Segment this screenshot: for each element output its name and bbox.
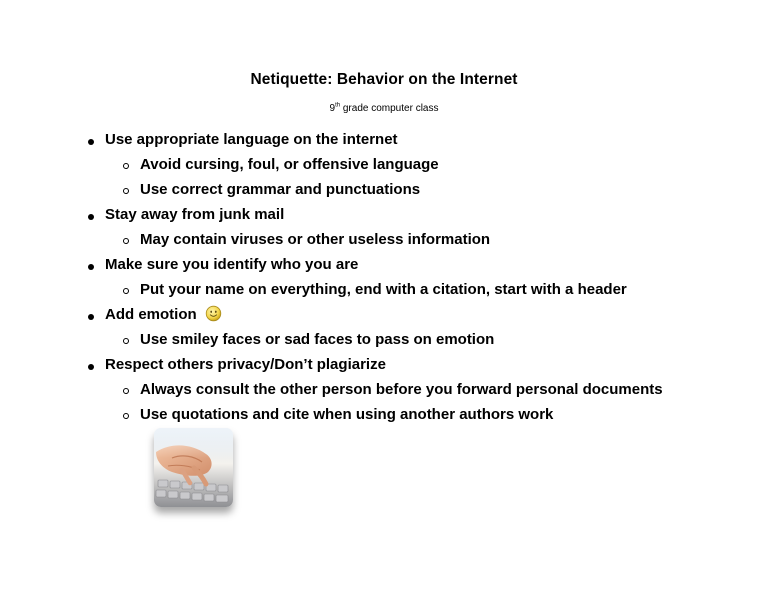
hands-typing-on-keyboard-picture <box>154 428 233 507</box>
list-item-label: Use appropriate language on the internet <box>105 131 398 148</box>
hollow-bullet-icon <box>123 388 129 394</box>
document-title: Netiquette: Behavior on the Internet <box>250 71 518 88</box>
hollow-bullet-icon <box>123 188 129 194</box>
list-item-label: Respect others privacy/Don’t plagiarize <box>105 356 386 373</box>
sub-list-item-label: May contain viruses or other useless information <box>140 231 491 248</box>
subtitle-grade-number: 9 <box>329 103 336 114</box>
bullet-icon <box>88 214 94 220</box>
bullet-icon <box>88 264 94 270</box>
keyboard-hands-illustration <box>154 428 233 507</box>
bullet-icon <box>88 314 94 320</box>
hollow-bullet-icon <box>123 288 129 294</box>
smiley-face-icon <box>205 305 222 322</box>
list-item-label: Make sure you identify who you are <box>105 256 359 273</box>
subtitle-ordinal-suffix: th <box>335 102 341 109</box>
hollow-bullet-icon <box>123 163 129 169</box>
hollow-bullet-icon <box>123 238 129 244</box>
bullet-icon <box>88 364 94 370</box>
hollow-bullet-icon <box>123 338 129 344</box>
sub-list-item-label: Always consult the other person before you forward personal documents <box>140 381 663 398</box>
list-item-label: Stay away from junk mail <box>105 206 285 223</box>
hollow-bullet-icon <box>123 413 129 419</box>
sub-list-item-label: Use quotations and cite when using another authors work <box>140 406 554 423</box>
sub-list-item-label: Put your name on everything, end with a citation, start with a header <box>140 281 627 298</box>
list-item-label: Add emotion <box>105 306 197 323</box>
sub-list-item-label: Avoid cursing, foul, or offensive language <box>140 156 439 173</box>
document-subtitle <box>0 103 768 114</box>
sub-list-item-label: Use correct grammar and punctuations <box>140 181 421 198</box>
subtitle-text: grade computer class <box>340 103 439 114</box>
sub-list-item-label: Use smiley faces or sad faces to pass on emotion <box>140 331 495 348</box>
bullet-icon <box>88 139 94 145</box>
